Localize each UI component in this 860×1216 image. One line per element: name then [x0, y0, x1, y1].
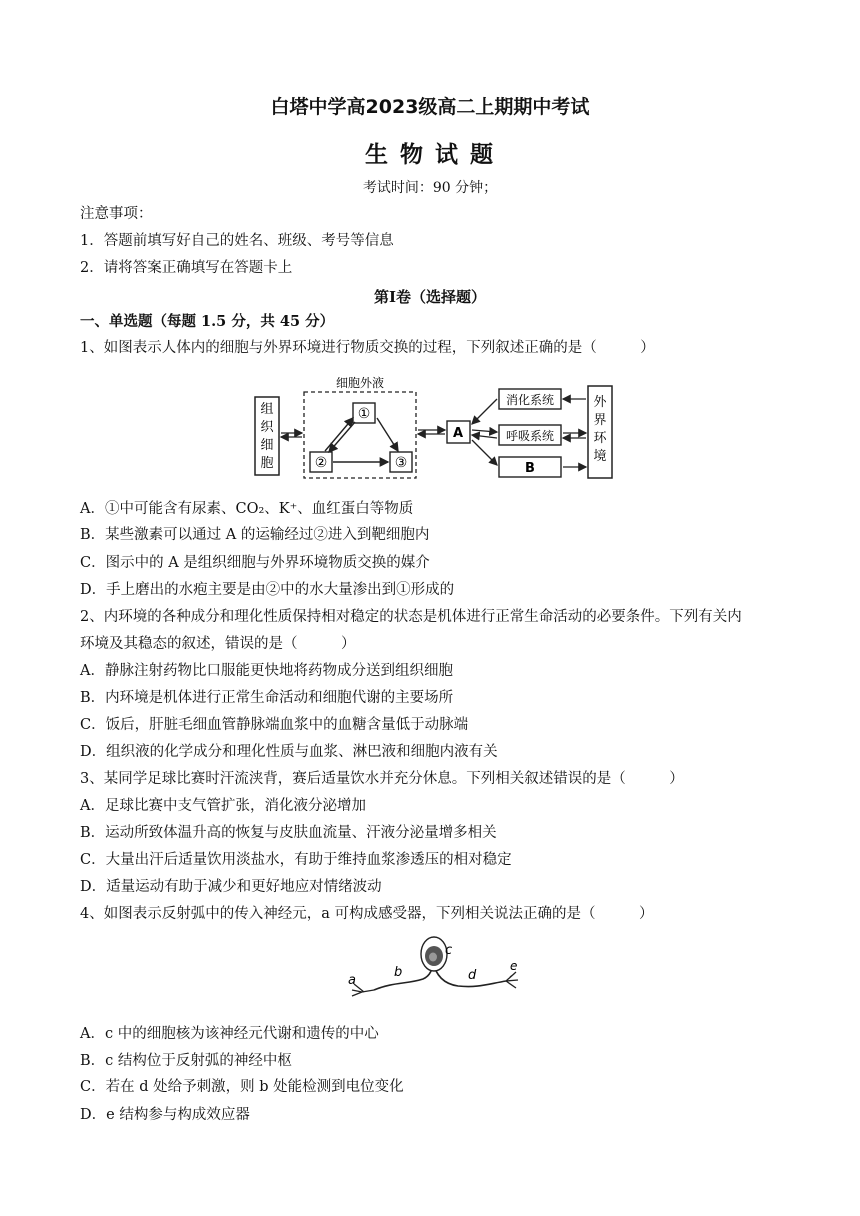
label-e: e: [510, 959, 518, 973]
question-3-option-c: C．大量出汗后适量饮用淡盐水，有助于维持血浆渗透压的相对稳定: [80, 852, 512, 868]
question-4-stem: 4、如图表示反射弧中的传入神经元，a 可构成感受器，下列相关说法正确的是（ ）: [80, 906, 654, 922]
label-c: c: [445, 943, 453, 958]
notes-item: 1．答题前填写好自己的姓名、班级、考号等信息: [80, 233, 394, 249]
subject-title: 生 物 试 题: [364, 142, 496, 168]
node-3-label: ③: [394, 455, 408, 471]
notes-item: 2．请将答案正确填写在答题卡上: [80, 260, 293, 276]
extracellular-fluid-label: 细胞外液: [335, 376, 385, 390]
question-2-option-d: D．组织液的化学成分和理化性质与血浆、淋巴液和细胞内液有关: [80, 744, 498, 760]
external-env-char: 环: [593, 431, 607, 446]
question-3-stem: 3、某同学足球比赛时汗流浃背，赛后适量饮水并充分休息。下列相关叙述错误的是（ ）: [80, 771, 684, 787]
question-2-stem-line-1: 2、内环境的各种成分和理化性质保持相对稳定的状态是机体进行正常生命活动的必要条件。下列有关内: [80, 609, 742, 625]
node-a-label: A: [452, 426, 464, 441]
school-exam-title: 白塔中学高2023级高二上期期中考试: [270, 96, 590, 118]
question-3-option-a: A．足球比赛中支气管扩张，消化液分泌增加: [80, 798, 366, 814]
question-1-option-d: D．手上磨出的水疱主要是由②中的水大量渗出到①形成的: [80, 582, 455, 598]
section-title: 第Ⅰ卷（选择题）: [373, 288, 487, 306]
question-3-option-d: D．适量运动有助于减少和更好地应对情绪波动: [80, 879, 382, 895]
question-2-option-c: C．饭后，肝脏毛细血管静脉端血浆中的血糖含量低于动脉端: [80, 717, 469, 733]
tissue-cell-char: 胞: [260, 456, 274, 471]
question-4-option-b: B．c 结构位于反射弧的神经中枢: [80, 1053, 292, 1069]
figure-1-material-exchange-diagram: [250, 372, 620, 480]
figure-2-afferent-neuron-diagram: [338, 932, 528, 1012]
question-4-option-d: D．e 结构参与构成效应器: [80, 1107, 250, 1123]
question-4-option-c: C．若在 d 处给予刺激，则 b 处能检测到电位变化: [80, 1079, 404, 1095]
question-1-option-a: A．①中可能含有尿素、CO₂、K⁺、血红蛋白等物质: [80, 501, 414, 517]
tissue-cell-char: 组: [260, 402, 274, 417]
node-b-label: B: [525, 461, 535, 476]
external-env-char: 外: [593, 395, 607, 410]
question-1-stem: 1、如图表示人体内的细胞与外界环境进行物质交换的过程，下列叙述正确的是（ ）: [80, 340, 655, 356]
digestive-system-label: 消化系统: [505, 393, 555, 407]
question-1-option-b: B．某些激素可以通过 A 的运输经过②进入到靶细胞内: [80, 527, 430, 543]
exam-time: 考试时间：90 分钟；: [362, 180, 498, 196]
node-1-label: ①: [357, 406, 371, 422]
label-d: d: [468, 968, 477, 983]
external-env-char: 界: [593, 413, 607, 428]
question-4-option-a: A．c 中的细胞核为该神经元代谢和遗传的中心: [80, 1026, 379, 1042]
question-2-stem-line-2: 环境及其稳态的叙述，错误的是（ ）: [80, 636, 356, 652]
node-2-label: ②: [314, 455, 328, 471]
label-a: a: [348, 973, 356, 988]
section-part-heading: 一、单选题（每题 1.5 分，共 45 分）: [80, 313, 335, 330]
external-env-char: 境: [593, 449, 607, 464]
respiratory-system-label: 呼吸系统: [505, 429, 555, 443]
notes-heading: 注意事项：: [80, 206, 153, 222]
question-1-option-c: C．图示中的 A 是组织细胞与外界环境物质交换的媒介: [80, 555, 430, 571]
question-2-option-a: A．静脉注射药物比口服能更快地将药物成分送到组织细胞: [80, 663, 453, 679]
tissue-cell-char: 织: [260, 420, 274, 435]
question-2-option-b: B．内环境是机体进行正常生命活动和细胞代谢的主要场所: [80, 690, 454, 706]
label-b: b: [394, 965, 403, 980]
question-3-option-b: B．运动所致体温升高的恢复与皮肤血流量、汗液分泌量增多相关: [80, 825, 497, 841]
tissue-cell-char: 细: [260, 438, 274, 453]
